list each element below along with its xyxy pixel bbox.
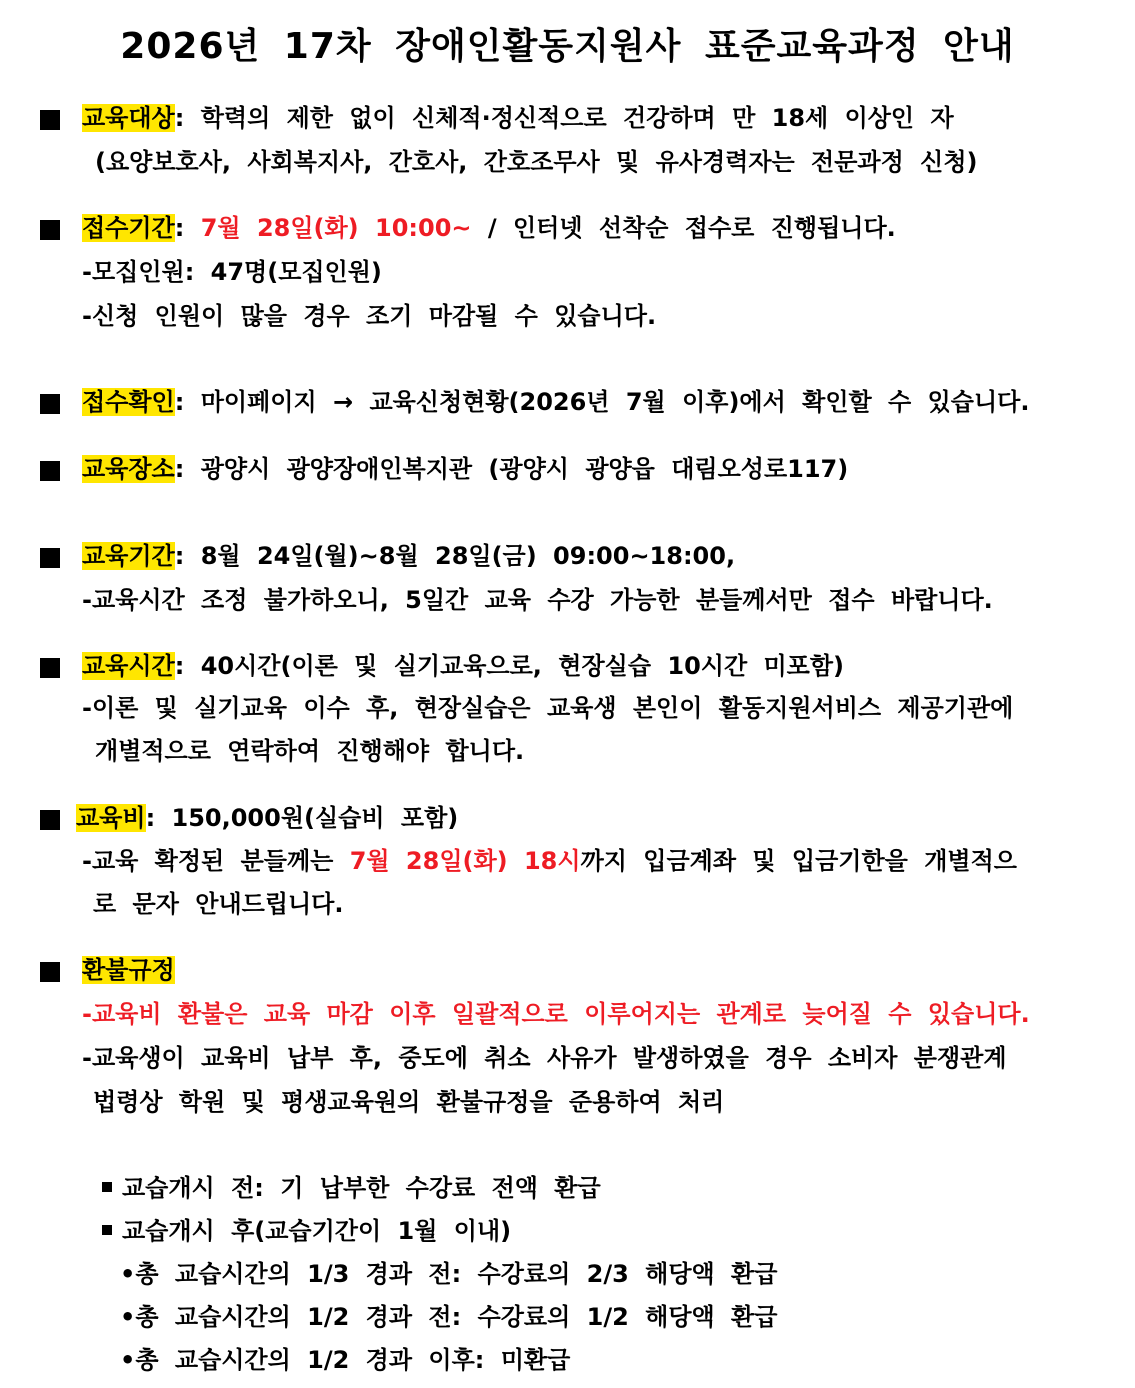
- period-sub1: -모집인원: 47명(모집인원): [82, 258, 382, 286]
- period-text: / 인터넷 선착순 접수로 진행됩니다.: [471, 214, 896, 242]
- fee-sub1-pre: -교육 확정된 분들께는: [82, 847, 350, 875]
- refund-line2: -교육생이 교육비 납부 후, 중도에 취소 사유가 발생하였을 경우 소비자 분쟁관계: [82, 1044, 1007, 1072]
- period-colon: :: [174, 214, 201, 242]
- page-title: 2026년 17차 장애인활동지원사 표준교육과정 안내: [120, 26, 1015, 67]
- hours-label: 교육시간: [82, 652, 175, 680]
- fee-sub1-post: 까지 입금계좌 및 입금기한을 개별적으: [580, 847, 1017, 875]
- section-bullet-square: [40, 110, 60, 130]
- section-bullet-square: [40, 962, 60, 982]
- period-sub2: -신청 인원이 많을 경우 조기 마감될 수 있습니다.: [82, 302, 657, 330]
- section-bullet-square: [40, 548, 60, 568]
- small-square-bullet: [102, 1225, 112, 1235]
- refund-bullet-item: •총 교습시간의 1/3 경과 전: 수강료의 2/3 해당액 환급: [120, 1260, 778, 1288]
- target-line: [82, 103, 954, 133]
- refund-label: 환불규정: [82, 956, 175, 984]
- hours-text: : 40시간(이론 및 실기교육으로, 현장실습 10시간 미포함): [174, 652, 845, 680]
- duration-sub1: -교육시간 조정 불가하오니, 5일간 교육 수강 가능한 분들께서만 접수 바랍니다.: [82, 586, 993, 614]
- section-bullet-square: [40, 461, 60, 481]
- confirm-label: 접수확인: [82, 388, 175, 416]
- place-text: : 광양시 광양장애인복지관 (광양시 광양읍 대림오성로117): [174, 455, 849, 483]
- refund-before: [102, 1173, 601, 1203]
- period-label: 접수기간: [82, 214, 175, 242]
- refund-line3: 법령상 학원 및 평생교육원의 환불규정을 준용하여 처리: [93, 1088, 725, 1116]
- place-line: [82, 454, 848, 484]
- refund-red-line: -교육비 환불은 교육 마감 이후 일괄적으로 이루어지는 관계로 늦어질 수 있습니다.: [82, 1000, 1030, 1028]
- refund-bullet-item: •총 교습시간의 1/2 경과 전: 수강료의 1/2 해당액 환급: [120, 1303, 778, 1331]
- refund-after-text: 교습개시 후(교습기간이 1월 이내): [122, 1217, 512, 1245]
- hours-line: [82, 651, 844, 681]
- refund-before-text: 교습개시 전: 기 납부한 수강료 전액 환급: [122, 1174, 601, 1202]
- duration-text: : 8월 24일(월)~8월 28일(금) 09:00~18:00,: [174, 542, 736, 570]
- period-highlight: 7월 28일(화) 10:00~: [200, 214, 472, 242]
- fee-text: : 150,000원(실습비 포함): [145, 804, 459, 832]
- period-line: [82, 213, 896, 243]
- confirm-text: : 마이페이지 → 교육신청현황(2026년 7월 이후)에서 확인할 수 있습니다.: [174, 388, 1030, 416]
- section-bullet-square: [40, 810, 60, 830]
- target-text: : 학력의 제한 없이 신체적·정신적으로 건강하며 만 18세 이상인 자: [174, 104, 954, 132]
- refund-bullet-item: •총 교습시간의 1/2 경과 이후: 미환급: [120, 1346, 571, 1374]
- target-note: (요양보호사, 사회복지사, 간호사, 간호조무사 및 유사경력자는 전문과정 신청): [95, 148, 978, 176]
- fee-label: 교육비: [76, 804, 146, 832]
- confirm-line: [82, 387, 1029, 417]
- section-bullet-square: [40, 658, 60, 678]
- small-square-bullet: [102, 1182, 112, 1192]
- fee-deadline: 7월 28일(화) 18시: [349, 847, 581, 875]
- section-bullet-square: [40, 394, 60, 414]
- duration-line: [82, 541, 735, 571]
- hours-sub1: -이론 및 실기교육 이수 후, 현장실습은 교육생 본인이 활동지원서비스 제공기관에: [82, 694, 1014, 722]
- target-label: 교육대상: [82, 104, 175, 132]
- fee-line: [76, 803, 458, 833]
- fee-sub2: 로 문자 안내드립니다.: [93, 890, 344, 918]
- fee-sub1: [82, 846, 1017, 876]
- refund-after: [102, 1216, 511, 1246]
- place-label: 교육장소: [82, 455, 175, 483]
- hours-sub2: 개별적으로 연락하여 진행해야 합니다.: [95, 737, 525, 765]
- duration-label: 교육기간: [82, 542, 175, 570]
- refund-line: [82, 955, 175, 985]
- section-bullet-square: [40, 220, 60, 240]
